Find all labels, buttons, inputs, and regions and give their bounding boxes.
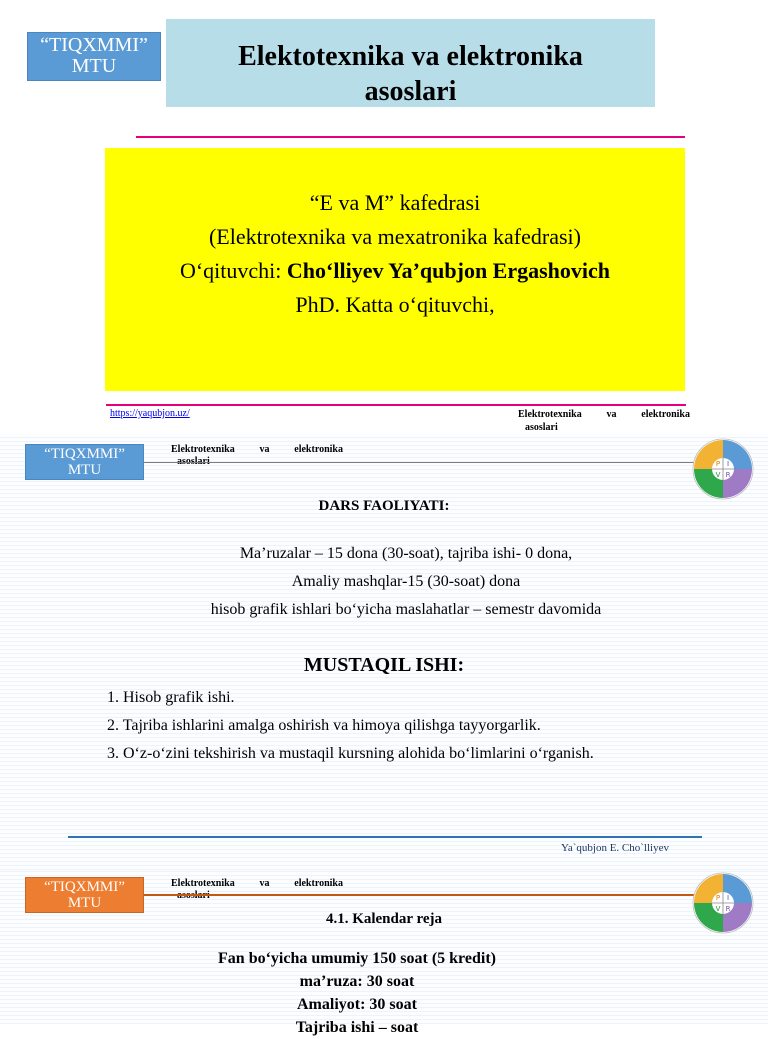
logo-line-1: “TIQXMMI”	[44, 446, 125, 462]
footer-divider	[68, 836, 702, 838]
svg-text:I: I	[726, 460, 730, 468]
hours-line: ma’ruza: 30 soat	[299, 973, 415, 990]
department-name: “E va M” kafedrasi	[309, 190, 481, 215]
logo-line-1: “TIQXMMI”	[44, 879, 125, 895]
footer-course-title	[518, 408, 690, 434]
author-name: Ya`qubjon E. Cho`lliyev	[561, 842, 669, 854]
course-title-line-2: asoslari	[364, 76, 457, 107]
teacher-line	[105, 254, 685, 288]
svg-text:R: R	[725, 905, 731, 913]
title-slide	[0, 0, 768, 434]
university-logo-badge	[27, 32, 161, 81]
calendar-heading: 4.1. Kalendar reja	[325, 911, 443, 927]
header-course-title	[171, 878, 343, 902]
activities-list	[0, 540, 768, 624]
activity-line: Ma’ruzalar – 15 dona (30-soat), tajriba ishi- 0 dona,	[239, 545, 573, 562]
independent-work-list	[107, 684, 594, 768]
header-course-title	[171, 444, 343, 468]
teacher-info	[105, 186, 685, 322]
divider-line	[136, 136, 685, 138]
header-title-word: elektronika	[294, 444, 343, 455]
teacher-info-box	[105, 148, 685, 391]
footer-title-word: va	[606, 409, 617, 420]
header-title-word	[171, 890, 343, 902]
teacher-degree: PhD. Katta o‘qituvchi,	[295, 292, 495, 317]
footer-title-word: Elektrotexnika	[518, 409, 582, 420]
logo-line-2: MTU	[71, 55, 117, 77]
department-full-name: (Elektrotexnika va mexatronika kafedrasi)	[208, 224, 581, 249]
hours-breakdown	[0, 947, 714, 1039]
hours-line: Fan bo‘yicha umumiy 150 soat (5 kredit)	[218, 950, 496, 967]
activities-slide	[0, 434, 768, 870]
list-item: 3. O‘z-o‘zini tekshirish va mustaqil kursning alohida bo‘limlarini o‘rganish.	[107, 745, 594, 762]
hours-line: Tajriba ishi – soat	[295, 1019, 419, 1036]
footer-title-word: asoslari	[525, 422, 558, 433]
activities-heading: DARS FAOLIYATI:	[318, 498, 450, 514]
header-title-word: va	[259, 444, 270, 455]
header-divider	[144, 894, 696, 896]
electrical-formula-wheel-icon	[692, 438, 754, 500]
svg-text:V: V	[715, 905, 721, 913]
activity-line: hisob grafik ishlari bo‘yicha maslahatlar – semestr davomida	[210, 601, 602, 618]
svg-text:P: P	[715, 894, 721, 902]
university-logo-badge	[25, 444, 144, 480]
course-title-line-1: Elektotexnika va elektronika	[238, 41, 583, 72]
teacher-name: Cho‘lliyev Ya’qubjon Ergashovich	[286, 258, 611, 283]
logo-line-1: “TIQXMMI”	[40, 34, 148, 56]
hours-line: Amaliyot: 30 soat	[297, 996, 417, 1013]
website-link[interactable]: https://yaqubjon.uz/	[110, 408, 190, 419]
list-item: 2. Tajriba ishlarini amalga oshirish va himoya qilishga tayyorgarlik.	[107, 717, 541, 734]
header-title-word: Elektrotexnika	[171, 444, 235, 455]
divider-line	[106, 404, 686, 406]
svg-text:P: P	[715, 460, 721, 468]
logo-line-2: MTU	[67, 894, 102, 911]
calendar-slide	[0, 870, 768, 1036]
svg-text:I: I	[726, 894, 730, 902]
logo-line-2: MTU	[67, 461, 102, 478]
course-title-box	[166, 19, 655, 107]
header-divider	[144, 462, 696, 463]
list-item: 1. Hisob grafik ishi.	[107, 689, 235, 706]
activity-line: Amaliy mashqlar-15 (30-soat) dona	[291, 573, 521, 590]
header-title-word: Elektrotexnika	[171, 878, 235, 889]
svg-text:R: R	[725, 471, 731, 479]
svg-text:V: V	[715, 471, 721, 479]
university-logo-badge	[25, 877, 144, 913]
footer-title-word: elektronika	[641, 409, 690, 420]
teacher-label: O‘qituvchi:	[179, 258, 287, 283]
course-title	[166, 39, 655, 109]
header-title-word: va	[259, 878, 270, 889]
header-title-word: elektronika	[294, 878, 343, 889]
independent-work-heading: MUSTAQIL ISHI:	[303, 654, 465, 676]
